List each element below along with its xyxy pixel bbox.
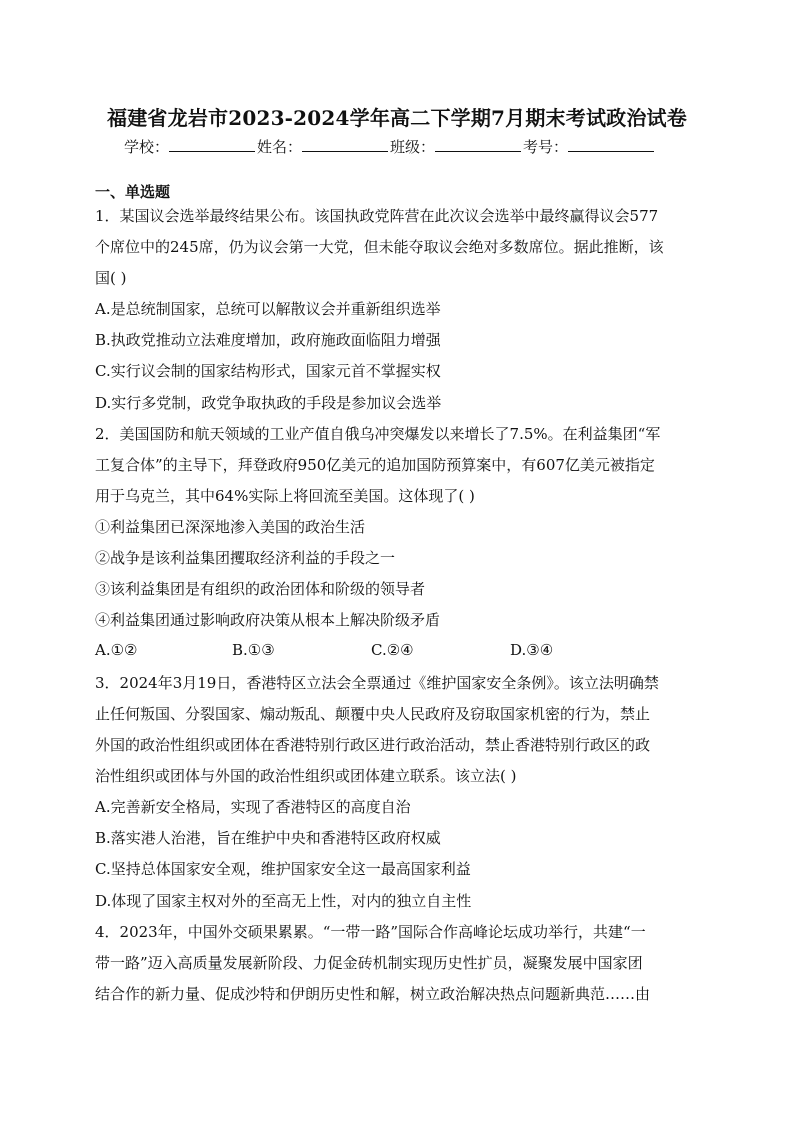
exam-number-blank[interactable]	[568, 137, 654, 152]
page-title: 福建省龙岩市2023-2024学年高二下学期7月期末考试政治试卷	[107, 106, 687, 130]
school-label: 学校：	[124, 138, 170, 156]
question-2-option-d[interactable]: D.③④	[510, 641, 554, 659]
question-4-stem-line-2: 带一路”迈入高质量发展新阶段、力促金砖机制实现历史性扩员，凝聚发展中国家团	[95, 954, 643, 972]
question-1-stem-line-1: 1．某国议会选举最终结果公布。该国执政党阵营在此次议会选举中最终赢得议会577	[95, 207, 659, 225]
question-2-stem-line-2: 工复合体”的主导下，拜登政府950亿美元的追加国防预算案中，有607亿美元被指定	[95, 456, 655, 474]
question-4-stem-line-3: 结合作的新力量、促成沙特和伊朗历史性和解，树立政治解决热点问题新典范……由	[95, 985, 651, 1003]
question-3-stem-line-2: 止任何叛国、分裂国家、煽动叛乱、颠覆中央人民政府及窃取国家机密的行为，禁止	[95, 705, 651, 723]
class-label: 班级：	[390, 138, 436, 156]
question-1-option-c[interactable]: C.实行议会制的国家结构形式，国家元首不掌握实权	[95, 362, 441, 380]
question-3-stem-line-3: 外国的政治性组织或团体在香港特别行政区进行政治活动，禁止香港特别行政区的政	[95, 736, 651, 754]
question-2-option-b[interactable]: B.①③	[232, 641, 275, 659]
name-blank[interactable]	[302, 137, 388, 152]
exam-number-label: 考号：	[523, 138, 569, 156]
question-4-stem-line-1: 4．2023年，中国外交硕果累累。“一带一路”国际合作高峰论坛成功举行，共建“一	[95, 923, 646, 941]
section-heading: 一、单选题	[95, 183, 171, 201]
question-2-statement-1: ①利益集团已深深地渗入美国的政治生活	[95, 518, 366, 536]
question-1-option-d[interactable]: D.实行多党制，政党争取执政的手段是参加议会选举	[95, 394, 442, 412]
question-2-statement-3: ③该利益集团是有组织的政治团体和阶级的领导者	[95, 580, 426, 598]
question-1-stem-line-2: 个席位中的245席，仍为议会第一大党，但未能夺取议会绝对多数席位。据此推断，该	[95, 238, 664, 256]
question-1-stem-line-3: 国( )	[95, 269, 127, 287]
question-2-option-c[interactable]: C.②④	[371, 641, 414, 659]
question-2-option-a[interactable]: A.①②	[95, 641, 138, 659]
student-info-row	[124, 136, 656, 157]
question-3-option-b[interactable]: B.落实港人治港，旨在维护中央和香港特区政府权威	[95, 829, 441, 847]
question-2-stem-line-1: 2．美国国防和航天领域的工业产值自俄乌冲突爆发以来增长了7.5%。在利益集团“军	[95, 425, 661, 443]
question-1-option-a[interactable]: A.是总统制国家，总统可以解散议会并重新组织选举	[95, 300, 441, 318]
question-3-option-d[interactable]: D.体现了国家主权对外的至高无上性，对内的独立自主性	[95, 892, 472, 910]
question-3-stem-line-1: 3．2024年3月19日，香港特区立法会全票通过《维护国家安全条例》。该立法明确禁	[95, 674, 659, 692]
question-2-statement-2: ②战争是该利益集团攫取经济利益的手段之一	[95, 549, 396, 567]
class-blank[interactable]	[435, 137, 521, 152]
question-3-stem-line-4: 治性组织或团体与外国的政治性组织或团体建立联系。该立法( )	[95, 767, 517, 785]
name-label: 姓名：	[257, 138, 303, 156]
question-2-statement-4: ④利益集团通过影响政府决策从根本上解决阶级矛盾	[95, 611, 441, 629]
question-3-option-c[interactable]: C.坚持总体国家安全观，维护国家安全这一最高国家利益	[95, 860, 471, 878]
question-3-option-a[interactable]: A.完善新安全格局，实现了香港特区的高度自治	[95, 798, 411, 816]
school-blank[interactable]	[169, 137, 255, 152]
question-1-option-b[interactable]: B.执政党推动立法难度增加，政府施政面临阻力增强	[95, 331, 441, 349]
question-2-stem-line-3: 用于乌克兰，其中64%实际上将回流至美国。这体现了( )	[95, 487, 475, 505]
